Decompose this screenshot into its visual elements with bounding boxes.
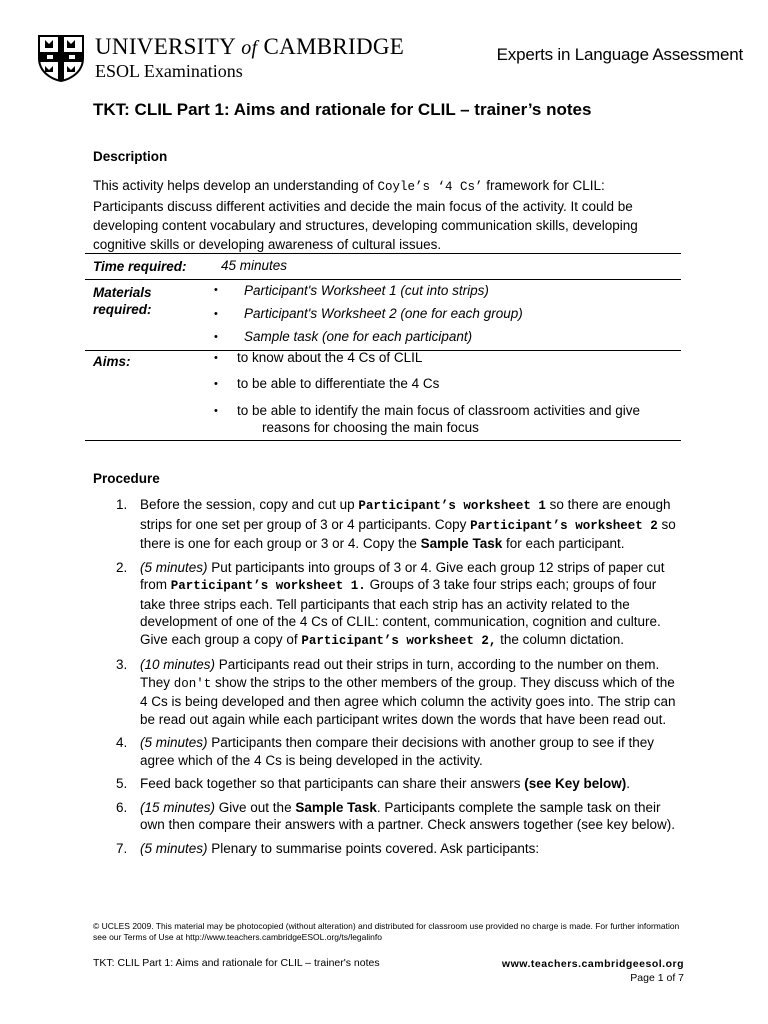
procedure-list (116, 496, 676, 863)
table-rule-top (85, 253, 681, 254)
bullet: • (214, 405, 218, 417)
bullet: • (214, 352, 218, 364)
bullet: • (214, 331, 218, 343)
bullet: • (214, 284, 218, 296)
aim-item: to know about the 4 Cs of CLIL (237, 350, 423, 365)
bullet: • (214, 378, 218, 390)
footer-right (502, 957, 684, 985)
footer-url[interactable]: www.teachers.cambridgeesol.org (501, 958, 684, 970)
page-header (37, 32, 743, 84)
page-title: TKT: CLIL Part 1: Aims and rationale for CLIL – trainer’s notes (93, 100, 592, 119)
table-rule-bottom (85, 440, 681, 441)
cambridge-crest-icon (37, 34, 85, 82)
time-required-label: Time required: (93, 259, 187, 274)
material-item: Participant's Worksheet 2 (one for each group) (244, 306, 523, 321)
aim-item: to be able to identify the main focus of classroom activities and give (237, 403, 640, 418)
page-number: Page 1 of 7 (630, 972, 684, 984)
tagline: Experts in Language Assessment (496, 45, 743, 64)
procedure-step: 4. (5 minutes) Participants then compare their decisions with another group to see if they agree which of the 4 Cs is being developed in the activity. (116, 735, 655, 768)
esol-examinations: ESOL Examinations (95, 61, 243, 81)
procedure-step: 5. Feed back together so that participants can share their answers (see Key below). (116, 776, 631, 791)
description-text: This activity helps develop an understanding of Coyle’s ‘4 Cs’ framework for CLIL: Participants discuss different activities and decide the main focus of the activity. It could be developing content vocabulary and structures, developing communication skills, developing cognitive skills or developing awareness of cultural issues. (93, 178, 638, 252)
procedure-step: 1. Before the session, copy and cut up Participant’s worksheet 1 so there are enough strips for one set per group of 3 or 4 participants. Copy Participant’s worksheet 2 so there is one for each group or 3 or 4. Copy the Sample Task for each participant. (116, 497, 676, 551)
bullet: • (214, 308, 218, 320)
aim-item: to be able to differentiate the 4 Cs (237, 376, 440, 391)
aim-item-continuation: reasons for choosing the main focus (262, 420, 479, 435)
procedure-step: 7. (5 minutes) Plenary to summarise points covered. Ask participants: (116, 840, 540, 856)
footer-document-title: TKT: CLIL Part 1: Aims and rationale for CLIL – trainer's notes (93, 957, 380, 969)
material-item: Participant's Worksheet 1 (cut into strips) (244, 283, 489, 298)
aims-label: Aims: (93, 354, 131, 369)
university-name: UNIVERSITY of CAMBRIDGE (95, 34, 405, 59)
materials-label: Materials required: (93, 285, 152, 317)
table-rule-1 (85, 279, 681, 280)
time-required-value: 45 minutes (221, 258, 288, 273)
copyright-note: © UCLES 2009. This material may be photocopied (without alteration) and distributed for classroom use provided no charge is made. For further information see our Terms of Use at http://www.teachers.cambridgeESOL.org/ts/legalinfo (93, 921, 680, 942)
description-heading: Description (93, 149, 168, 164)
procedure-heading: Procedure (93, 471, 160, 486)
procedure-step: 6. (15 minutes) Give out the Sample Task. Participants complete the sample task on their own then compare their answers with a partner. Check answers together (see key below). (116, 799, 676, 832)
material-item: Sample task (one for each participant) (244, 329, 473, 344)
procedure-step: 2. (5 minutes) Put participants into groups of 3 or 4. Give each group 12 strips of paper cut from Participant’s worksheet 1. Groups of 3 take four strips each; groups of four take three strips each. Tell participants that each strip has an activity related to the development of one of the 4 Cs of CLIL: content, communication, cognition and culture. Give each group a copy of Participant’s worksheet 2, the column dictation. (116, 559, 665, 648)
procedure-step: 3. (10 minutes) Participants read out their strips in turn, according to the number on them. They don't show the strips to the other members of the group. They discuss which of the 4 Cs is being developed and then agree which column the activity goes into. The strip can be read out again while each participant writes down the words that have been read out. (116, 657, 676, 727)
